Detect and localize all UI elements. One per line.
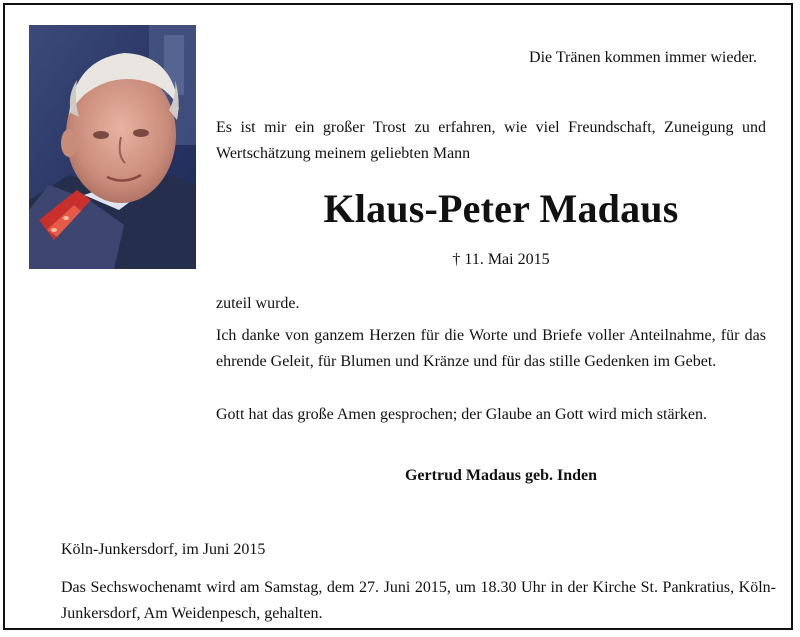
motto-text: Die Tränen kommen immer wieder. xyxy=(529,49,757,66)
portrait-photo xyxy=(29,25,196,269)
death-date: † 11. Mai 2015 xyxy=(452,251,550,268)
obituary-frame xyxy=(3,3,793,630)
paragraph-received: zuteil wurde. xyxy=(216,295,300,312)
deceased-name: Klaus-Peter Madaus xyxy=(323,186,679,231)
signature: Gertrud Madaus geb. Inden xyxy=(404,467,598,484)
footer-notice: Das Sechswochenamt wird am Samstag, dem 27. Juni 2015, um 18.30 Uhr in der Kirche St. Pankratius, Köln-Junkersdorf, Am Weidenpesch, gehalten. xyxy=(61,579,776,622)
place-date: Köln-Junkersdorf, im Juni 2015 xyxy=(61,541,266,558)
intro-paragraph: Es ist mir ein großer Trost zu erfahren, wie viel Freundschaft, Zuneigung und Wertschätzung meinem geliebten Mann xyxy=(216,119,766,162)
paragraph-faith: Gott hat das große Amen gesprochen; der Glaube an Gott wird mich stärken. xyxy=(216,406,707,423)
paragraph-thanks: Ich danke von ganzem Herzen für die Worte und Briefe voller Anteilnahme, für das ehrende Geleit, für Blumen und Kränze und für das stille Gedenken im Gebet. xyxy=(216,327,766,370)
portrait-icon xyxy=(29,25,196,269)
